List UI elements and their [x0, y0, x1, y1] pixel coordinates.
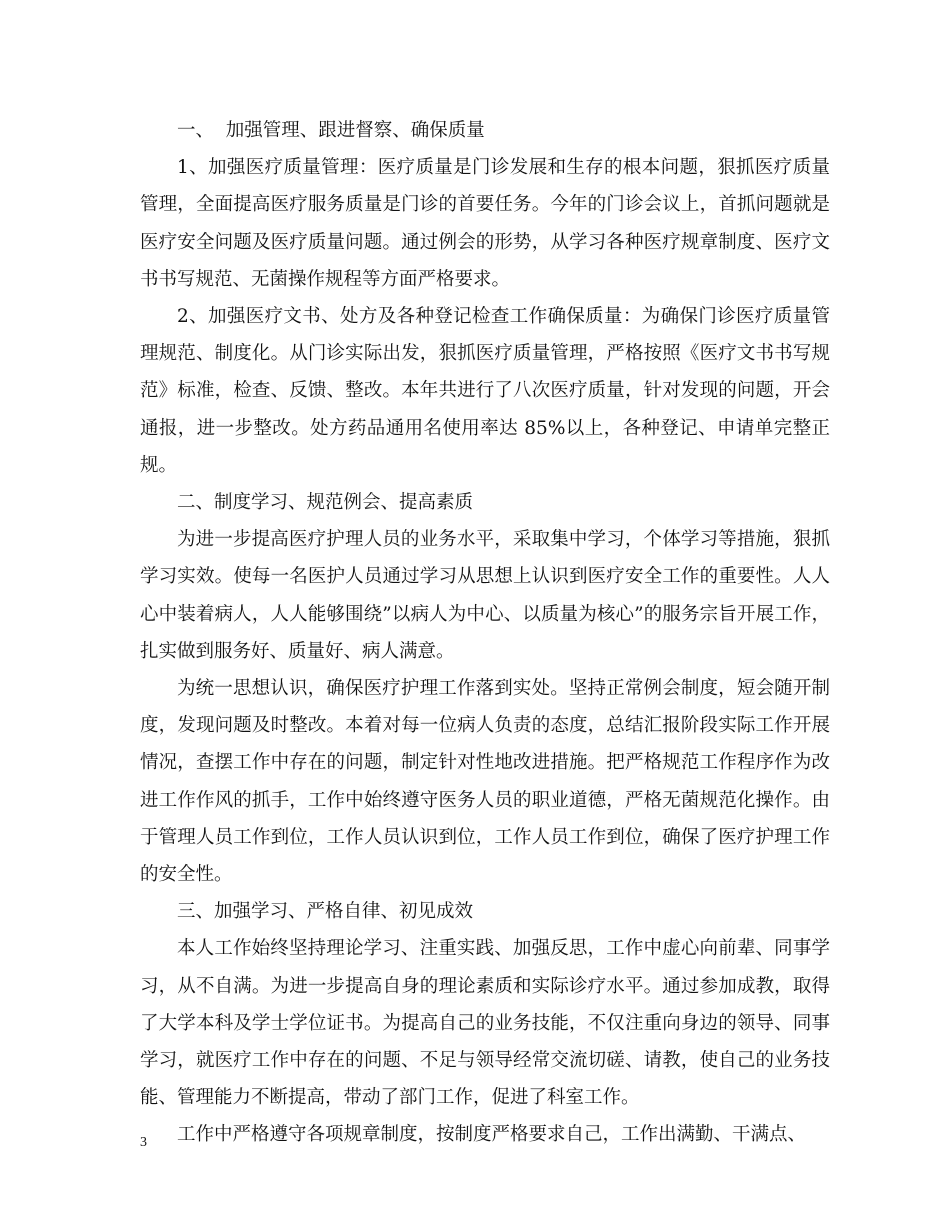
paragraph-study-measures: 为进一步提高医疗护理人员的业务水平，采取集中学习，个体学习等措施，狠抓学习实效。使每一名医护人员通过学习从思想上认识到医疗安全工作的重要性。人人心中装着病人，人人能够围绕”以病人为中心、以质量为核心”的服务宗旨开展工作，扎实做到服务好、质量好、病人满意。: [140, 529, 830, 662]
paragraph-quality-management: 1、加强医疗质量管理：医疗质量是门诊发展和生存的根本问题，狠抓医疗质量管理，全面提高医疗服务质量是门诊的首要任务。今年的门诊会议上，首抓问题就是医疗安全问题及医疗质量问题。通过例会的形势，从学习各种医疗规章制度、医疗文书书写规范、无菌操作规程等方面严格要求。: [140, 157, 830, 290]
page-number: 3: [140, 1135, 147, 1150]
paragraph-meeting-system: 为统一思想认识，确保医疗护理工作落到实处。坚持正常例会制度，短会随开制度，发现问题及时整改。本着对每一位病人负责的态度，总结汇报阶段实际工作开展情况，查摆工作中存在的问题，制定针对性地改进措施。把严格规范工作程序作为改进工作作风的抓手，工作中始终遵守医务人员的职业道德，严格无菌规范化操作。由于管理人员工作到位，工作人员认识到位，工作人员工作到位，确保了医疗护理工作的安全性。: [140, 678, 830, 886]
document-body: [140, 112, 830, 1154]
section-heading-2: 二、制度学习、规范例会、提高素质: [177, 492, 474, 514]
paragraph-self-study: 本人工作始终坚持理论学习、注重实践、加强反思，工作中虚心向前辈、同事学习，从不自满。为进一步提高自身的理论素质和实际诊疗水平。通过参加成教，取得了大学本科及学士学位证书。为提高自己的业务技能，不仅注重向身边的领导、同事学习，就医疗工作中存在的问题、不足与领导经常交流切磋、请教，使自己的业务技能、管理能力不断提高，带动了部门工作，促进了科室工作。: [140, 938, 830, 1109]
paragraph-documents-check: 2、加强医疗文书、处方及各种登记检查工作确保质量：为确保门诊医疗质量管理规范、制度化。从门诊实际出发，狠抓医疗质量管理，严格按照《医疗文书书写规范》标准，检查、反馈、整改。本年共进行了八次医疗质量，针对发现的问题，开会通报，进一步整改。处方药品通用名使用率达 85%以上，各种登记、申请单完整正规。: [140, 306, 830, 476]
section-heading-1: 一、 加强管理、跟进督察、确保质量: [177, 120, 485, 141]
paragraph-discipline: 工作中严格遵守各项规章制度，按制度严格要求自己，工作出满勤、干满点、: [177, 1124, 807, 1146]
section-heading-3: 三、加强学习、严格自律、初见成效: [177, 901, 474, 923]
